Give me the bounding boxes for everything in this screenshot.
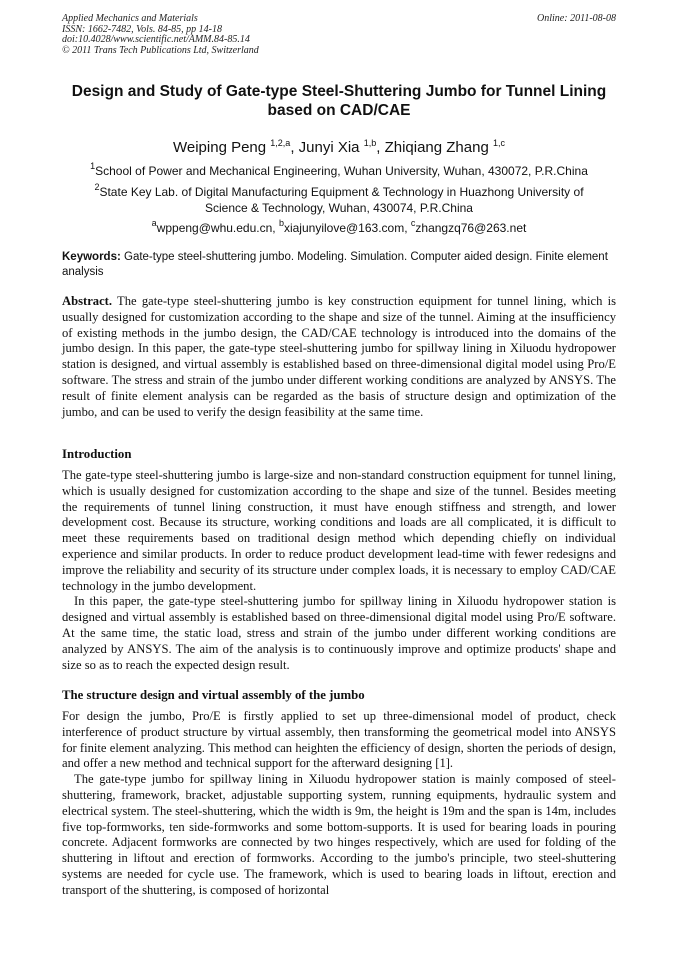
author-name: Zhiqiang Zhang — [384, 139, 489, 156]
author-affil-sup: 1,2,a — [270, 138, 291, 148]
section-heading-introduction: Introduction — [62, 447, 132, 461]
abstract-block — [62, 294, 616, 420]
email-sup: a — [151, 218, 157, 228]
issn-line: ISSN: 1662-7482, Vols. 84-85, pp 14-18 — [62, 23, 222, 35]
affiliation-text: School of Power and Mechanical Engineering, Wuhan University, Wuhan, 430072, P.R.China — [95, 164, 588, 178]
paragraph: In this paper, the gate-type steel-shuttering jumbo for spillway lining in Xiluodu hydropower station is designed and virtual assembly is established based on three-dimensional digital model using Pro/E software. At the same time, the static load, stress and strain of the jumbo under different working conditions are analyzed by ANSYS. The aim of the analysis is to continuously improve and optimize products' shape and size so as to reach the expected design result. — [62, 594, 616, 672]
structure-design-body — [62, 709, 616, 899]
section-heading-structure-design: The structure design and virtual assembly of the jumbo — [62, 688, 365, 702]
author-affil-sup: 1,c — [492, 138, 505, 148]
author-affil-sup: 1,b — [363, 138, 377, 148]
paragraph: The gate-type jumbo for spillway lining in Xiluodu hydropower station is mainly composed of steel-shuttering, framework, bracket, adjustable supporting system, running equipments, hydraulic system and electrical system. The steel-shuttering, which the width is 9m, the height is 19m and the span is 14m, includes five top-formworks, ten side-formworks and some bottom-supports. It is used for bearing loads in pouring concrete. Adjacent formworks are connected by two hinges respectively, which are used for folding of the shuttering in liftout and erection of formworks. According to the jumbo's principle, two steel-shuttering systems are needed for cycle use. The framework, which is used to bearing loads in liftout, erection and transport of the shuttering, is composed of horizontal — [62, 772, 616, 897]
copyright-line: © 2011 Trans Tech Publications Ltd, Switzerland — [62, 44, 259, 56]
paper-title: Design and Study of Gate-type Steel-Shuttering Jumbo for Tunnel Lining based on CAD/CAE — [71, 83, 607, 119]
keywords-label: Keywords: — [62, 251, 121, 263]
author-name: Weiping Peng — [172, 139, 267, 156]
author-list: Weiping Peng $^{1,2,a}$, Junyi Xia $^{1,b}$, Zhiqiang Zhang $^{1,c}$ — [172, 138, 505, 156]
journal-header — [62, 14, 616, 56]
journal-name: Applied Mechanics and Materials — [62, 13, 198, 24]
doi-line: doi:10.4028/www.scientific.net/AMM.84-85.14 — [62, 34, 250, 45]
author-name: Junyi Xia — [298, 139, 360, 156]
affiliation-2 — [62, 184, 616, 216]
affiliation-sup: 2 — [94, 182, 100, 192]
email-address[interactable]: zhangzq76@263.net — [415, 221, 527, 235]
paragraph: The gate-type steel-shuttering jumbo is large-size and non-standard construction equipment for tunnel lining, which is usually designed for customization according to the shape and size of the tunnel. Besides meeting the requirements of tunnel lining construction, it must have enough stiffness and strength, and lower development cost. Because its structure, working conditions and loads are all complicated, it is difficult to meet these requirements based on traditional design method which depending chiefly on individual experience and similar products. In order to reduce product development lead-time with fewer redesigns and improve the reliability and security of its structure under complex loads, it is necessary to employ CAD/CAE technology in the jumbo development. — [62, 468, 616, 593]
email-sup: b — [278, 218, 284, 228]
affiliation-sup: 1 — [90, 161, 96, 171]
keywords-block — [62, 250, 616, 280]
email-sup: c — [410, 218, 416, 228]
email-list: $^a$wppeng@whu.edu.cn, $^b$xiajunyilove@163.com, $^c$zhangzq76@263.net — [151, 218, 527, 235]
email-address[interactable]: wppeng@whu.edu.cn — [156, 221, 273, 235]
email-address[interactable]: xiajunyilove@163.com — [283, 221, 405, 235]
keywords-text: Gate-type steel-shuttering jumbo. Modeling. Simulation. Computer aided design. Finite element analysis — [62, 251, 608, 278]
abstract-text: The gate-type steel-shuttering jumbo is key construction equipment for tunnel lining, which is usually designed for customization according to the shape and size of the tunnel. Aiming at the insufficiency of existing methods in the jumbo design, the CAD/CAE technology is introduced into the domains of the jumbo design. In this paper, the gate-type steel-shuttering jumbo for spillway lining in Xiluodu hydropower station is designed, and virtual assembly is established based on three-dimensional digital model using Pro/E software. The stress and strain of the jumbo under different working conditions are analyzed by ANSYS. The result of finite element analysis can be regarded as the basis of structure design and optimization of the jumbo, and can be used to verify the design feasibility at the same time. — [62, 294, 616, 419]
abstract-label: Abstract. — [62, 294, 113, 308]
online-date: Online: 2011-08-08 — [537, 13, 616, 24]
affiliation-text: State Key Lab. of Digital Manufacturing Equipment & Technology in Huazhong University of Science & Technology, Wuhan, 430074, P.R.China — [99, 185, 584, 215]
paragraph: For design the jumbo, Pro/E is firstly applied to set up three-dimensional model of product, check interference of product structure by virtual assembly, then transforming the geometrical model into ANSYS for finite element analyzing. This method can heighten the efficiency of design, shorten the periods of design, and offer a new method and technical support for the afterward designing [1]. — [62, 709, 616, 771]
affiliation-1 — [62, 163, 616, 179]
introduction-body — [62, 468, 616, 673]
